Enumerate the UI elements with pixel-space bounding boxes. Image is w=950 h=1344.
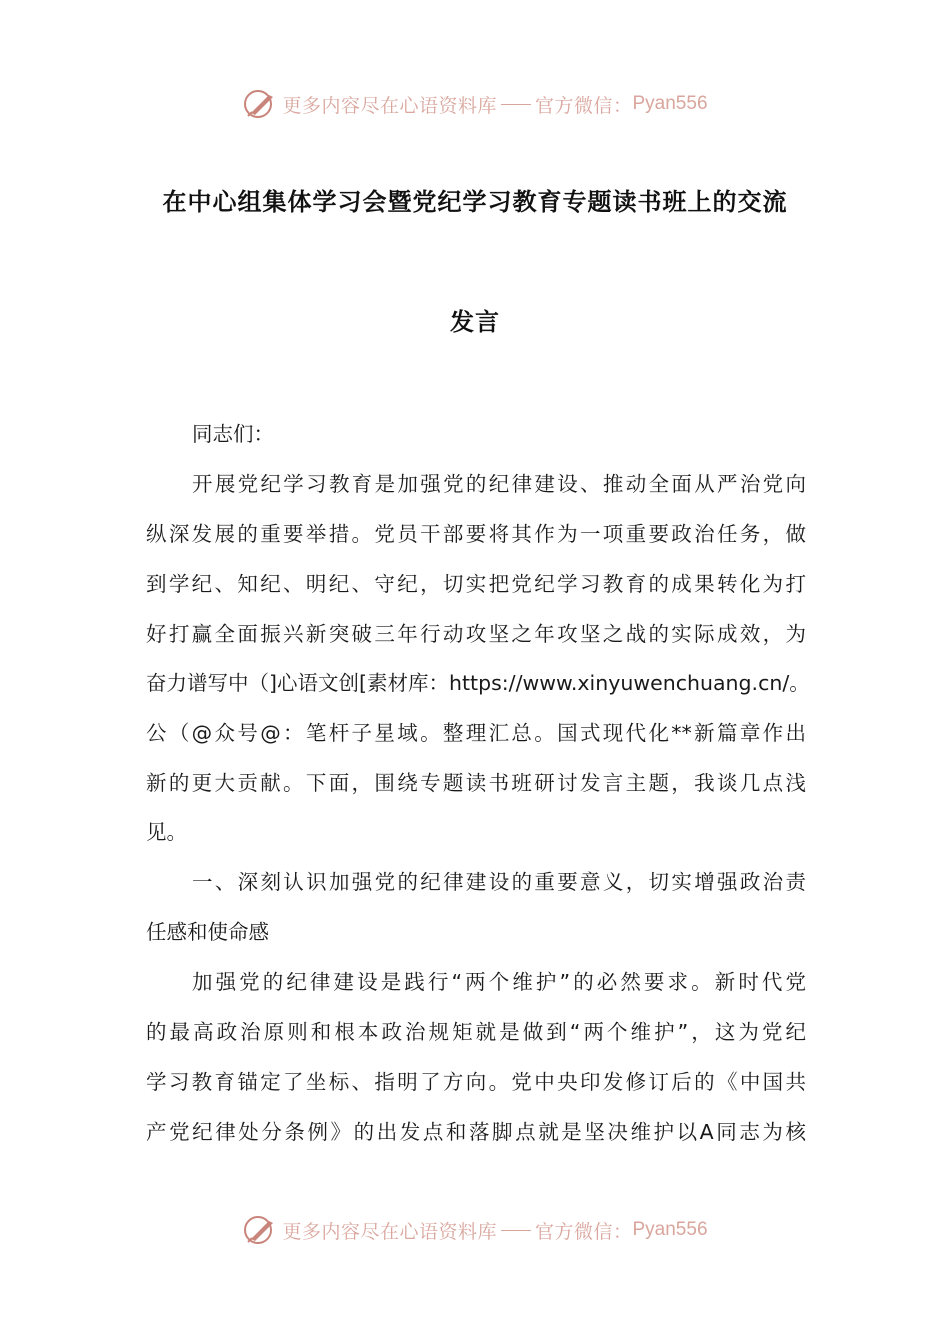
paragraph-line: 纵深发展的重要举措。党员干部要将其作为一项重要政治任务，做: [146, 522, 806, 546]
watermark-text: 更多内容尽在心语资料库: [282, 1220, 497, 1243]
watermark-wechat-id: Pyan556: [632, 1219, 708, 1240]
salutation: 同志们：: [192, 422, 274, 446]
paragraph-line: 奋力谱写中（]心语文创[素材库：https://www.xinyuwenchuang.cn/。: [146, 671, 810, 695]
paragraph-line: 见。: [146, 820, 187, 844]
section-heading-line: 一、深刻认识加强党的纪律建设的重要意义，切实增强政治责: [192, 870, 806, 894]
paragraph-line: 到学纪、知纪、明纪、守纪，切实把党纪学习教育的成果转化为打: [146, 572, 806, 596]
watermark-divider: [501, 1230, 531, 1231]
watermark-suffix: 官方微信：: [534, 1220, 633, 1243]
pen-logo-icon: [242, 86, 278, 122]
document-title-line-1: 在中心组集体学习会暨党纪学习教育专题读书班上的交流: [162, 188, 788, 216]
paragraph-line: 加强党的纪律建设是践行“两个维护”的必然要求。新时代党: [192, 970, 806, 994]
footer-watermark: [0, 1210, 950, 1250]
section-heading-line: 任感和使命感: [146, 920, 269, 944]
header-watermark: [0, 84, 950, 124]
pen-logo-icon: [242, 1212, 278, 1248]
paragraph-line: 公（@众号@：笔杆子星域。整理汇总。国式现代化**新篇章作出: [146, 721, 806, 745]
paragraph-line: 的最高政治原则和根本政治规矩就是做到“两个维护”，这为党纪: [146, 1020, 806, 1044]
watermark-suffix: 官方微信：: [534, 94, 633, 117]
document-title-line-2: 发言: [450, 308, 500, 336]
watermark-text: 更多内容尽在心语资料库: [282, 94, 497, 117]
watermark-divider: [501, 104, 531, 105]
paragraph-line: 开展党纪学习教育是加强党的纪律建设、推动全面从严治党向: [192, 472, 806, 496]
paragraph-line: 学习教育锚定了坐标、指明了方向。党中央印发修订后的《中国共: [146, 1070, 806, 1094]
paragraph-line: 产党纪律处分条例》的出发点和落脚点就是坚决维护以A同志为核: [146, 1120, 806, 1144]
paragraph-line: 好打赢全面振兴新突破三年行动攻坚之年攻坚之战的实际成效，为: [146, 622, 806, 646]
paragraph-line: 新的更大贡献。下面，围绕专题读书班研讨发言主题，我谈几点浅: [146, 771, 806, 795]
watermark-wechat-id: Pyan556: [632, 93, 708, 114]
